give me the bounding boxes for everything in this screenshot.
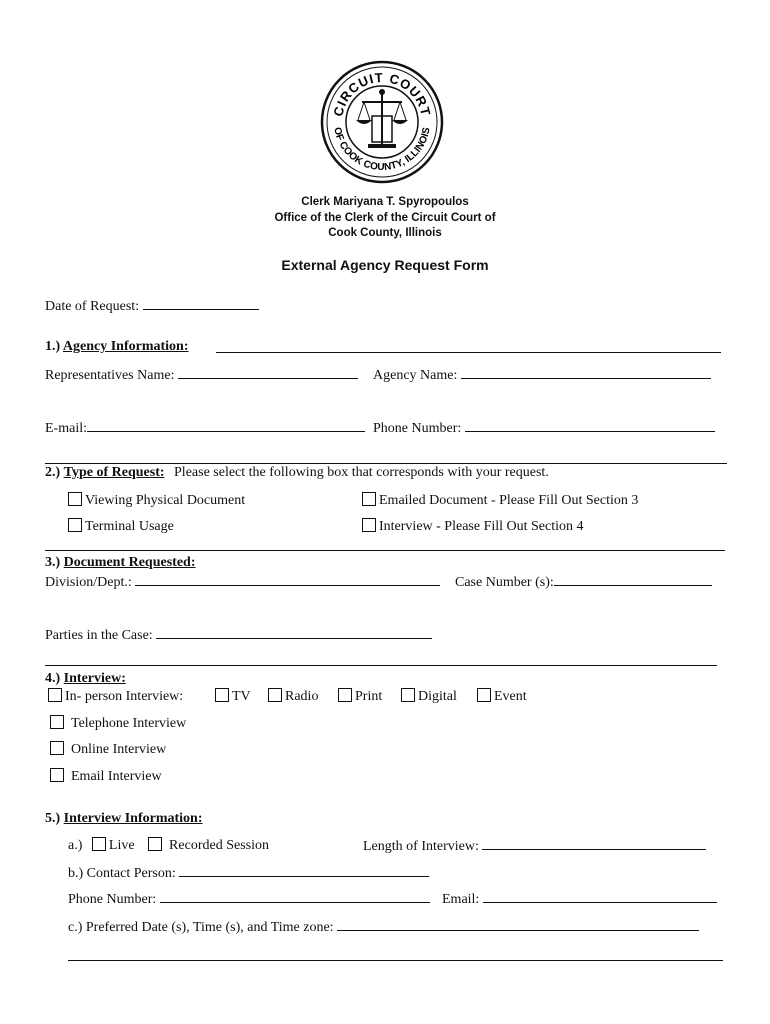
phone-row <box>373 419 715 437</box>
viewing-checkbox[interactable] <box>68 492 82 506</box>
online-label: Online Interview <box>71 742 167 757</box>
print-label: Print <box>355 689 383 704</box>
rep-name-field[interactable] <box>178 366 358 379</box>
contact-phone-row <box>68 890 430 908</box>
section5-number: 5.) <box>45 811 61 826</box>
date-of-request-field[interactable] <box>143 297 259 310</box>
in-person-checkbox[interactable] <box>48 688 62 702</box>
option-terminal[interactable] <box>68 518 174 535</box>
contact-email-field[interactable] <box>483 890 717 903</box>
phone-label: Phone Number: <box>373 421 462 436</box>
option-emailed[interactable] <box>362 492 638 509</box>
email-interview-label: Email Interview <box>71 769 162 784</box>
option-email-interview[interactable] <box>50 768 162 785</box>
section2-number: 2.) <box>45 465 61 480</box>
contact-phone-label: Phone Number: <box>68 892 157 907</box>
length-row <box>363 837 706 855</box>
recorded-label: Recorded Session <box>169 838 269 853</box>
print-checkbox[interactable] <box>338 688 352 702</box>
option-telephone[interactable] <box>50 715 186 732</box>
live-checkbox[interactable] <box>92 837 106 851</box>
case-number-label: Case Number (s): <box>455 575 554 590</box>
seal-bottom-text: OF COOK COUNTY, ILLINOIS <box>331 126 433 174</box>
option-interview[interactable] <box>362 518 584 535</box>
preferred-label: c.) Preferred Date (s), Time (s), and Time zone: <box>68 920 334 935</box>
division-field[interactable] <box>135 573 440 586</box>
length-label: Length of Interview: <box>363 839 479 854</box>
section3-title: Document Requested: <box>63 555 196 570</box>
section5-title: Interview Information: <box>63 811 203 826</box>
contact-field[interactable] <box>179 864 429 877</box>
option-digital[interactable] <box>401 688 457 705</box>
event-checkbox[interactable] <box>477 688 491 702</box>
interview-checkbox[interactable] <box>362 518 376 532</box>
option-tv[interactable] <box>215 688 251 705</box>
section1-title: Agency Information: <box>62 339 189 354</box>
seal-top-text: CIRCUIT COURT <box>330 69 434 118</box>
date-of-request-row <box>45 297 259 315</box>
section1-heading-line <box>216 352 721 353</box>
in-person-row <box>48 688 183 705</box>
telephone-checkbox[interactable] <box>50 715 64 729</box>
tv-checkbox[interactable] <box>215 688 229 702</box>
contact-row <box>68 864 429 882</box>
section1-number: 1.) <box>45 339 61 354</box>
preferred-extra-line[interactable] <box>68 960 723 961</box>
section3-divider <box>45 550 725 551</box>
event-label: Event <box>494 689 527 704</box>
option-print[interactable] <box>338 688 382 705</box>
section4-title: Interview: <box>63 671 126 686</box>
email-field[interactable] <box>87 419 365 432</box>
section4-number: 4.) <box>45 671 61 686</box>
terminal-label: Terminal Usage <box>85 519 174 534</box>
section4-divider <box>45 665 717 666</box>
in-person-label: In- person Interview: <box>65 689 184 704</box>
date-of-request-label: Date of Request: <box>45 299 140 314</box>
parties-row <box>45 626 432 644</box>
section3-number: 3.) <box>45 555 61 570</box>
agency-name-label: Agency Name: <box>373 368 458 383</box>
section3-heading <box>45 555 196 571</box>
section5-heading <box>45 811 202 827</box>
clerk-name: Clerk Mariyana T. Spyropoulos <box>301 196 469 208</box>
contact-email-label: Email: <box>442 892 480 907</box>
option-viewing[interactable] <box>68 492 245 509</box>
section2-title: Type of Request: <box>63 465 165 480</box>
form-title: External Agency Request Form <box>281 257 489 273</box>
case-number-row <box>455 573 712 591</box>
terminal-checkbox[interactable] <box>68 518 82 532</box>
length-field[interactable] <box>482 837 706 850</box>
online-checkbox[interactable] <box>50 741 64 755</box>
option-event[interactable] <box>477 688 527 705</box>
radio-label: Radio <box>285 689 319 704</box>
session-type-row <box>68 837 269 854</box>
case-number-field[interactable] <box>554 573 712 586</box>
contact-phone-field[interactable] <box>160 890 430 903</box>
county-name: Cook County, Illinois <box>328 227 442 239</box>
a-label: a.) <box>68 838 83 853</box>
section4-heading <box>45 671 126 687</box>
office-name: Office of the Clerk of the Circuit Court of <box>274 212 496 224</box>
section2-instruction: Please select the following box that corresponds with your request. <box>174 465 549 480</box>
division-row <box>45 573 440 591</box>
viewing-label: Viewing Physical Document <box>85 493 246 508</box>
digital-checkbox[interactable] <box>401 688 415 702</box>
rep-name-row <box>45 366 358 384</box>
agency-name-field[interactable] <box>461 366 711 379</box>
court-seal <box>320 60 444 184</box>
section2-heading <box>45 465 549 481</box>
contact-email-row <box>442 890 717 908</box>
email-interview-checkbox[interactable] <box>50 768 64 782</box>
email-row <box>45 419 365 437</box>
agency-name-row <box>373 366 711 384</box>
email-label: E-mail: <box>45 421 87 436</box>
interview-label: Interview - Please Fill Out Section 4 <box>379 519 584 534</box>
parties-field[interactable] <box>156 626 432 639</box>
contact-label: b.) Contact Person: <box>68 866 176 881</box>
live-label: Live <box>108 838 135 853</box>
section2-divider <box>45 463 727 464</box>
division-label: Division/Dept.: <box>45 575 132 590</box>
digital-label: Digital <box>418 689 457 704</box>
preferred-field[interactable] <box>337 918 699 931</box>
option-radio[interactable] <box>268 688 318 705</box>
tv-label: TV <box>232 689 251 704</box>
option-online[interactable] <box>50 741 166 758</box>
phone-field[interactable] <box>465 419 715 432</box>
section1-heading <box>45 339 189 355</box>
preferred-row <box>68 918 699 936</box>
telephone-label: Telephone Interview <box>71 716 187 731</box>
emailed-checkbox[interactable] <box>362 492 376 506</box>
parties-label: Parties in the Case: <box>45 628 153 643</box>
emailed-label: Emailed Document - Please Fill Out Section 3 <box>379 493 639 508</box>
recorded-checkbox[interactable] <box>148 837 162 851</box>
rep-name-label: Representatives Name: <box>45 368 175 383</box>
radio-checkbox[interactable] <box>268 688 282 702</box>
